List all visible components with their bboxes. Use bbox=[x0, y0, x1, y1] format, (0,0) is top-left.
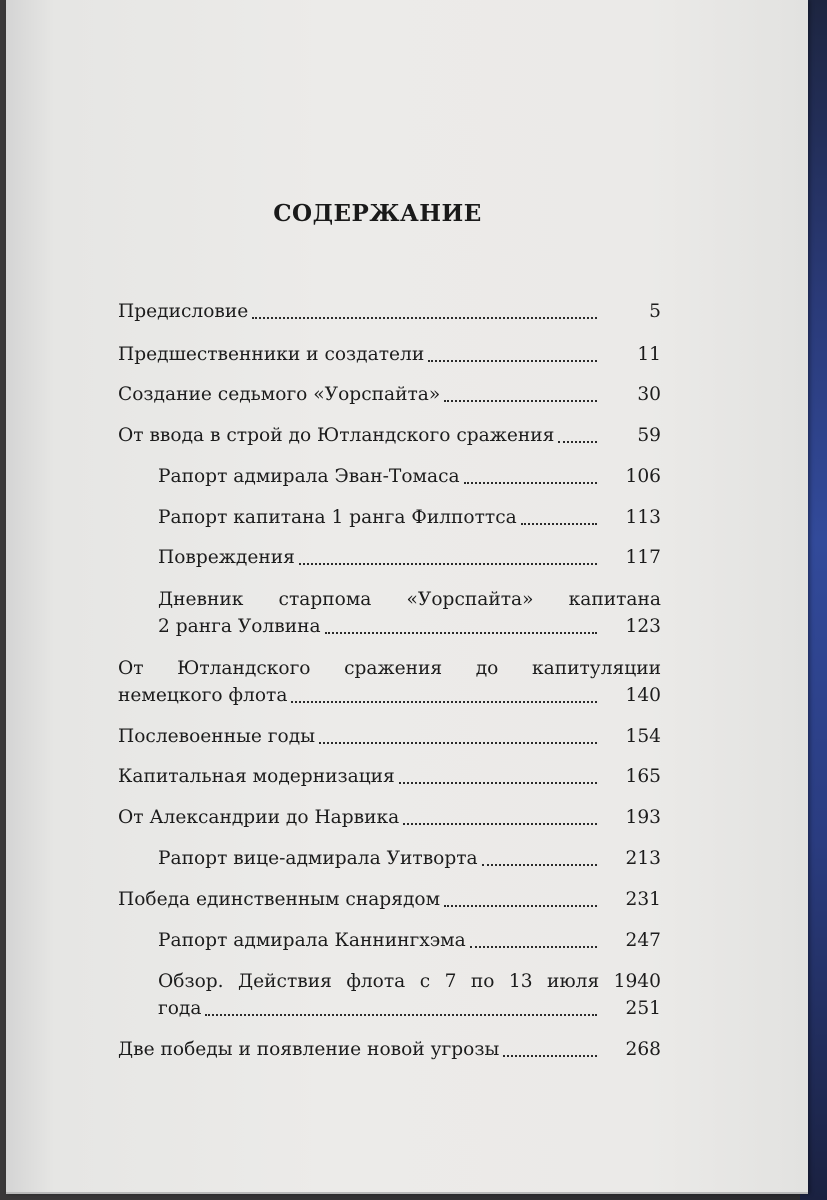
toc-entry bbox=[118, 381, 661, 408]
toc-entry bbox=[118, 341, 661, 368]
toc-subentry bbox=[158, 927, 661, 954]
dot-leader bbox=[205, 1014, 597, 1016]
word: по bbox=[470, 971, 495, 992]
word: 7 bbox=[444, 971, 457, 992]
toc-entry-label-line1 bbox=[118, 655, 661, 682]
toc-entry bbox=[118, 886, 661, 913]
toc-entry-page: 5 bbox=[649, 301, 661, 322]
dot-leader bbox=[299, 563, 597, 565]
toc-subentry bbox=[158, 463, 661, 490]
toc-subentry bbox=[158, 504, 661, 531]
dot-leader bbox=[291, 701, 597, 703]
word: Обзор. bbox=[158, 971, 224, 992]
toc-subentry bbox=[158, 845, 661, 872]
toc-entry-page: 106 bbox=[625, 466, 661, 487]
word: Действия bbox=[238, 971, 332, 992]
dot-leader bbox=[403, 823, 597, 825]
toc-entry-label: От Александрии до Нарвика bbox=[118, 807, 400, 828]
word: до bbox=[475, 658, 499, 679]
word: Дневник bbox=[158, 589, 244, 610]
toc-entry-page: 154 bbox=[625, 726, 661, 747]
toc-entry-page: 59 bbox=[637, 425, 661, 446]
toc-entry bbox=[118, 298, 661, 325]
book-page bbox=[6, 0, 808, 1194]
toc-entry-page: 117 bbox=[625, 547, 661, 568]
word: 13 bbox=[508, 971, 533, 992]
toc-entry bbox=[118, 723, 661, 750]
dot-leader bbox=[444, 400, 597, 402]
word: 1940 bbox=[613, 971, 661, 992]
page-title: СОДЕРЖАНИЕ bbox=[273, 200, 482, 227]
toc-entry-page: 140 bbox=[625, 685, 661, 706]
toc-entry-label: Предшественники и создатели bbox=[118, 344, 425, 365]
toc-entry bbox=[118, 763, 661, 790]
toc-entry-label-line1 bbox=[158, 968, 661, 995]
toc-entry-label: года bbox=[158, 998, 202, 1019]
dot-leader bbox=[470, 946, 597, 948]
toc-entry-page: 30 bbox=[637, 384, 661, 405]
dot-leader bbox=[464, 482, 597, 484]
dot-leader bbox=[399, 782, 597, 784]
toc-entry-label: Рапорт вице-адмирала Уитворта bbox=[158, 848, 478, 869]
dot-leader bbox=[521, 523, 597, 525]
word: с bbox=[419, 971, 431, 992]
toc-entry-page: 165 bbox=[625, 766, 661, 787]
dot-leader bbox=[444, 905, 597, 907]
toc-entry-label: Рапорт адмирала Каннингхэма bbox=[158, 930, 466, 951]
toc-entry-label: Предисловие bbox=[118, 301, 249, 322]
toc-entry bbox=[118, 804, 661, 831]
toc-entry-page: 193 bbox=[625, 807, 661, 828]
word: От bbox=[118, 658, 144, 679]
toc-entry bbox=[118, 1036, 661, 1063]
word: сражения bbox=[344, 658, 443, 679]
dot-leader bbox=[503, 1055, 597, 1057]
toc-entry-label: Повреждения bbox=[158, 547, 295, 568]
toc-entry-page: 268 bbox=[625, 1039, 661, 1060]
dot-leader bbox=[325, 632, 597, 634]
toc-entry-page: 247 bbox=[625, 930, 661, 951]
toc-entry-page: 113 bbox=[625, 507, 661, 528]
toc-entry-label: 2 ранга Уолвина bbox=[158, 616, 321, 637]
word: флота bbox=[346, 971, 406, 992]
toc-entry-page: 11 bbox=[637, 344, 661, 365]
toc-entry-label: Победа единственным снарядом bbox=[118, 889, 441, 910]
toc-subentry bbox=[158, 544, 661, 571]
dot-leader bbox=[319, 742, 597, 744]
toc-entry-label: Рапорт капитана 1 ранга Филпоттса bbox=[158, 507, 517, 528]
dot-leader bbox=[482, 864, 597, 866]
word: капитуляции bbox=[531, 658, 661, 679]
dot-leader bbox=[252, 317, 597, 319]
word: Ютландского bbox=[177, 658, 311, 679]
toc-entry-page: 251 bbox=[625, 998, 661, 1019]
toc-entry-label: Создание седьмого «Уорспайта» bbox=[118, 384, 441, 405]
word: «Уорспайта» bbox=[406, 589, 534, 610]
toc-entry-label: Рапорт адмирала Эван-Томаса bbox=[158, 466, 460, 487]
toc-entry-page: 231 bbox=[625, 889, 661, 910]
toc-entry-label: Капитальная модернизация bbox=[118, 766, 395, 787]
toc-entry-label: Две победы и появление новой угрозы bbox=[118, 1039, 500, 1060]
word: капитана bbox=[568, 589, 661, 610]
toc-entry-label-line1 bbox=[158, 586, 661, 613]
toc-subentry bbox=[158, 586, 661, 640]
toc-entry bbox=[118, 422, 661, 449]
toc-entry-label: От ввода в строй до Ютландского сражения bbox=[118, 425, 555, 446]
dot-leader bbox=[428, 360, 597, 362]
word: старпома bbox=[278, 589, 372, 610]
toc-entry bbox=[118, 655, 661, 709]
word: июля bbox=[547, 971, 600, 992]
toc-subentry bbox=[158, 968, 661, 1022]
toc-entry-label: Послевоенные годы bbox=[118, 726, 315, 747]
toc-entry-page: 213 bbox=[625, 848, 661, 869]
toc-entry-page: 123 bbox=[625, 616, 661, 637]
toc-entry-label: немецкого флота bbox=[118, 685, 288, 706]
dot-leader bbox=[558, 441, 597, 443]
